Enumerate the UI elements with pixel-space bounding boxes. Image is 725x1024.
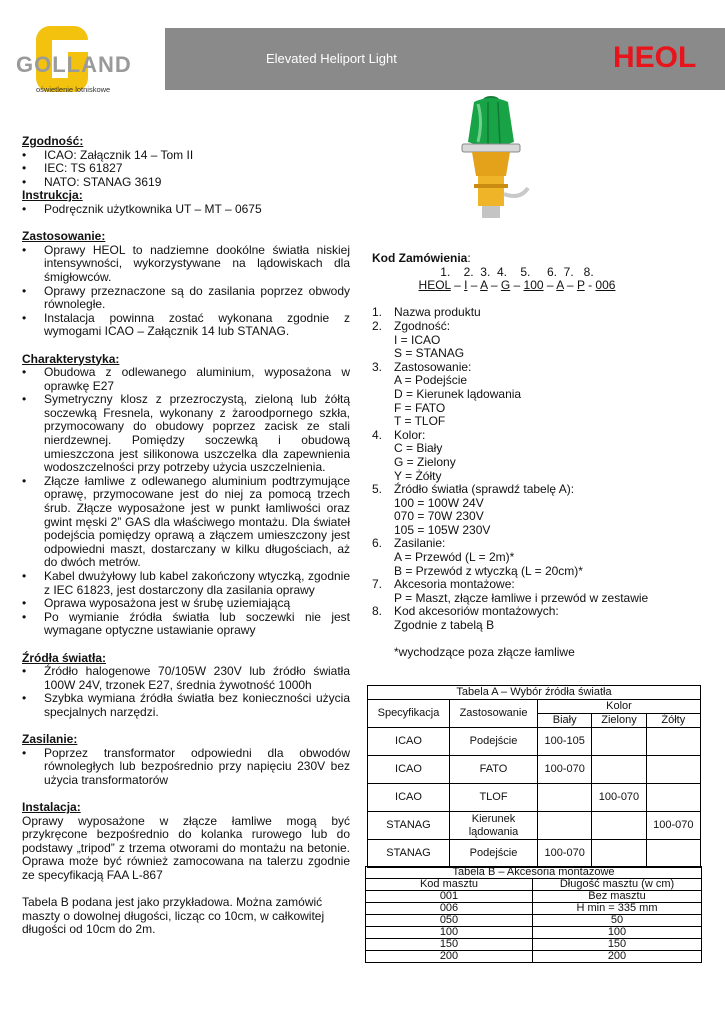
table-row [366, 891, 702, 903]
table-a-header-zielony: Zielony [592, 714, 646, 728]
order-code-line: I = ICAO [394, 332, 441, 347]
order-code-line: Źródło światła (sprawdź tabelę A): [394, 482, 575, 497]
lamp-image [448, 92, 534, 220]
order-code-item: 5. Źródło światła (sprawdź tabelę A): 100 = 100W 24V 070 = 70W 230V 105 = 105W 230V [372, 483, 672, 537]
list-item: • Po wymianie źródła światła lub soczewki nie jest wymagane optyczne ustawianie oprawy [22, 611, 350, 638]
table-row [366, 951, 702, 963]
order-code-line: G = Zielony [394, 454, 456, 469]
table-cell [646, 756, 700, 784]
list-item: • Szybka wymiana źródła światła bez konieczności użycia specjalnych narzędzi. [22, 692, 350, 719]
section-title-zrodla: Źródła światła: [22, 650, 107, 665]
logo-graphic [14, 20, 144, 98]
order-code-line: S = STANAG [394, 346, 465, 361]
table-cell: H min = 335 mm [533, 903, 702, 915]
logo-subtext: oświetlenie lotniskowe [36, 85, 111, 94]
table-a-header-bialy: Biały [538, 714, 592, 728]
table-cell: STANAG [368, 812, 450, 840]
instalacja-text: Oprawy wyposażone w złącze łamliwe mogą być przykręcone bezpośrednio do kolanka rurowego lub do podstawy „tripod” z trzema otworami do montażu na betonie. Oprawa może być również zamocowana na talerzu zgodnie ze specyfikacją FAA L-867 [22, 813, 350, 883]
section-title-instrukcja: Instrukcja: [22, 188, 83, 203]
list-item: • Podręcznik użytkownika UT – MT – 0675 [22, 203, 350, 217]
table-cell: 200 [366, 951, 533, 963]
order-code-item: 8. Kod akcesoriów montażowych: Zgodnie z tabelą B [372, 605, 672, 632]
table-cell [646, 784, 700, 812]
charakterystyka-list [22, 366, 350, 638]
order-code-item: 3. Zastosowanie: A = Podejście D = Kierunek lądowania F = FATO T = TLOF [372, 361, 672, 429]
table-cell: 150 [533, 939, 702, 951]
order-code-line: T = TLOF [394, 414, 446, 429]
table-row [366, 939, 702, 951]
section-title-zastosowanie: Zastosowanie: [22, 229, 106, 244]
order-code-line: Kod akcesoriów montażowych: [394, 604, 559, 619]
table-row [366, 927, 702, 939]
table-cell: Podejście [450, 840, 538, 868]
table-cell: STANAG [368, 840, 450, 868]
section-title-charakterystyka: Charakterystyka: [22, 351, 120, 366]
table-cell: FATO [450, 756, 538, 784]
list-item: • NATO: STANAG 3619 [22, 176, 350, 190]
table-cell: 050 [366, 915, 533, 927]
tabela-b-note: Tabela B podana jest jako przykładowa. Można zamówić maszty o dowolnej długości, licząc co 10cm, w całkowitej długości od 10cm do 2m. [22, 895, 325, 937]
golland-logo [14, 20, 144, 98]
table-b-header-dl: Długość masztu (w cm) [533, 879, 702, 891]
table-row [366, 903, 702, 915]
table-b-header-kod: Kod masztu [366, 879, 533, 891]
table-a-header-spec: Specyfikacja [368, 700, 450, 728]
order-code-line: Zastosowanie: [394, 359, 472, 374]
order-code-line: Zgodność: [394, 318, 451, 333]
table-cell: 100-070 [592, 784, 646, 812]
order-code-note: *wychodzące poza złącze łamliwe [394, 645, 575, 660]
section-title-zgodnosc: Zgodność: [22, 134, 84, 148]
table-row [368, 784, 701, 812]
table-cell: ICAO [368, 784, 450, 812]
order-code-list [372, 306, 672, 632]
table-cell [538, 812, 592, 840]
order-code-numbers: 1. 2. 3. 4. 5. 6. 7. 8. [440, 264, 594, 279]
product-code: HEOL [613, 41, 697, 74]
order-code-line: P = Maszt, złącze łamliwe i przewód w zestawie [394, 590, 649, 605]
list-item: • Źródło halogenowe 70/105W 230V lub źródło światła 100W 24V, trzonek E27, średnia żywotność 1000h [22, 665, 350, 692]
right-column: Kod Zamówienia: 1. 2. 3. 4. 5. 6. 7. 8. HEOL – I – A – G – 100 – A – P - 006 1. Nazwa produktu 2. Zgodność: I = ICAO S = STANAG 3. Zastosowanie: A = Podejście D = Kierunek lądowania F = FATO T = TLOF 4. Kolor: C = Biały G = Zielony Y = Żółty 5. Źródło światła (sprawdź tabelę A): 100 = 100W 24V 070 = 70W 230V 105 = 105W 230V 6. Zasilanie: A = Przewód (L = 2m)* B = Przewód z wtyczką (L = 20cm)* 7. Akcesoria montażowe: P = Maszt, złącze łamliwe i przewód w zestawie 8. Kod akcesoriów montażowych: Zgodnie z tabelą B *wychodzące poza złącze łamliwe [372, 252, 672, 660]
order-code-line: Zasilanie: [394, 536, 446, 551]
order-code-item: 6. Zasilanie: A = Przewód (L = 2m)* B = Przewód z wtyczką (L = 20cm)* [372, 537, 672, 578]
table-row [368, 756, 701, 784]
order-code-line: B = Przewód z wtyczką (L = 20cm)* [394, 563, 583, 578]
table-cell: 100-105 [538, 728, 592, 756]
list-item: • ICAO: Załącznik 14 – Tom II [22, 149, 350, 163]
product-subtitle: Elevated Heliport Light [266, 51, 397, 66]
logo-text: GOLLAND [16, 52, 132, 77]
table-cell [538, 784, 592, 812]
list-item: • Oprawa wyposażona jest w śrubę uziemiającą [22, 597, 350, 611]
order-code-item: 4. Kolor: C = Biały G = Zielony Y = Żółty [372, 429, 672, 483]
table-cell [646, 728, 700, 756]
list-item: • Instalacja powinna zostać wykonana zgodnie z wymogami ICAO – Załącznik 14 lub STANAG. [22, 312, 350, 339]
table-cell: Bez masztu [533, 891, 702, 903]
table-cell: 100 [366, 927, 533, 939]
list-item: • Złącze łamliwe z odlewanego aluminium podtrzymujące oprawę, przymocowane jest do niej za pomocą trzech śrub. Złącze wyposażone jest w punkt łamliwości oraz gwint męski 2” GAS dla właściwego montażu. Dla świateł podejścia pomiędzy oprawą a złączem umieszczony jest odpowiedni maszt, dostarczany w kilku długościach, aż do dwóch metrów. [22, 475, 350, 570]
table-a-header-kolor: Kolor [538, 700, 701, 714]
order-code-line: 070 = 70W 230V [394, 509, 484, 524]
table-cell: TLOF [450, 784, 538, 812]
order-code-line: D = Kierunek lądowania [394, 386, 522, 401]
table-cell [646, 840, 700, 868]
table-a [367, 685, 701, 868]
table-cell: 100-070 [538, 840, 592, 868]
order-code-line: 100 = 100W 24V [394, 495, 484, 510]
list-item: • Poprzez transformator odpowiedni dla obwodów równoległych lub bezpośrednio przy napięciu 230V bez użycia transformatorów [22, 747, 350, 788]
left-column [22, 135, 350, 937]
table-cell [592, 812, 646, 840]
list-item: • Symetryczny klosz z przezroczystą, zieloną lub żółtą soczewką Fresnela, wykonany z żaroodpornego szkła, przymocowany do obudowy poprzez zacisk ze stali nierdzewnej. Pomiędzy soczewką i obudową umieszczona jest silikonowa uszczelka dla zapewnienia wodoszczelności przy potrzeby użycia uszczelnienia. [22, 393, 350, 475]
table-row [368, 812, 701, 840]
order-code-line: 105 = 105W 230V [394, 522, 491, 537]
list-item: • Kabel dwużyłowy lub kabel zakończony wtyczką, zgodnie z IEC 61823, jest dostarczony dla zasilania oprawy [22, 570, 350, 597]
section-title-zasilanie: Zasilanie: [22, 732, 78, 747]
table-cell: 100-070 [538, 756, 592, 784]
table-cell: 100-070 [646, 812, 700, 840]
order-code-line: Y = Żółty [394, 468, 442, 483]
order-code-title: Kod Zamówienia [372, 251, 468, 265]
list-item: • Obudowa z odlewanego aluminium, wyposażona w oprawkę E27 [22, 366, 350, 393]
table-cell: 200 [533, 951, 702, 963]
table-cell: Kierunek lądowania [450, 812, 538, 840]
table-cell [592, 840, 646, 868]
list-item: • IEC: TS 61827 [22, 162, 350, 176]
table-cell [592, 756, 646, 784]
table-cell: 50 [533, 915, 702, 927]
order-code-line: Nazwa produktu [394, 305, 481, 320]
table-cell: ICAO [368, 728, 450, 756]
table-cell: Podejście [450, 728, 538, 756]
table-cell: 100 [533, 927, 702, 939]
instrukcja-list [22, 203, 350, 217]
zasilanie-list [22, 747, 350, 788]
header-banner [165, 28, 725, 90]
table-cell [592, 728, 646, 756]
section-title-instalacja: Instalacja: [22, 800, 81, 815]
order-code-line: Zgodnie z tabelą B [394, 618, 495, 633]
zgodnosc-list [22, 149, 350, 190]
zrodla-list [22, 665, 350, 719]
order-code-line: Kolor: [394, 427, 426, 442]
list-item: • Oprawy HEOL to nadziemne dookólne światła niskiej intensywności, wykorzystywane na lądowiskach dla śmigłowców. [22, 244, 350, 285]
order-code-line: A = Przewód (L = 2m)* [394, 550, 515, 565]
table-cell: 150 [366, 939, 533, 951]
table-row [368, 840, 701, 868]
table-cell: ICAO [368, 756, 450, 784]
order-code-item: 1. Nazwa produktu [372, 306, 672, 320]
table-a-title: Tabela A – Wybór źródła światła [368, 686, 701, 700]
table-cell: 001 [366, 891, 533, 903]
table-b-title: Tabela B – Akcesoria montażowe [366, 867, 702, 879]
table-row [366, 915, 702, 927]
list-item: • Oprawy przeznaczone są do zasilania poprzez obwody równoległe. [22, 285, 350, 312]
order-code-item: 7. Akcesoria montażowe: P = Maszt, złącze łamliwe i przewód w zestawie [372, 578, 672, 605]
zastosowanie-list [22, 244, 350, 339]
order-code-line: F = FATO [394, 400, 446, 415]
table-a-header-zast: Zastosowanie [450, 700, 538, 728]
order-code-example: HEOL – I – A – G – 100 – A – P - 006 [418, 278, 616, 293]
order-code-line: C = Biały [394, 441, 443, 456]
order-code-line: A = Podejście [394, 373, 468, 388]
order-code-line: Akcesoria montażowe: [394, 577, 515, 592]
table-a-header-zolty: Żółty [646, 714, 700, 728]
table-b [365, 866, 702, 963]
table-row [368, 728, 701, 756]
table-cell: 006 [366, 903, 533, 915]
order-code-item: 2. Zgodność: I = ICAO S = STANAG [372, 320, 672, 361]
